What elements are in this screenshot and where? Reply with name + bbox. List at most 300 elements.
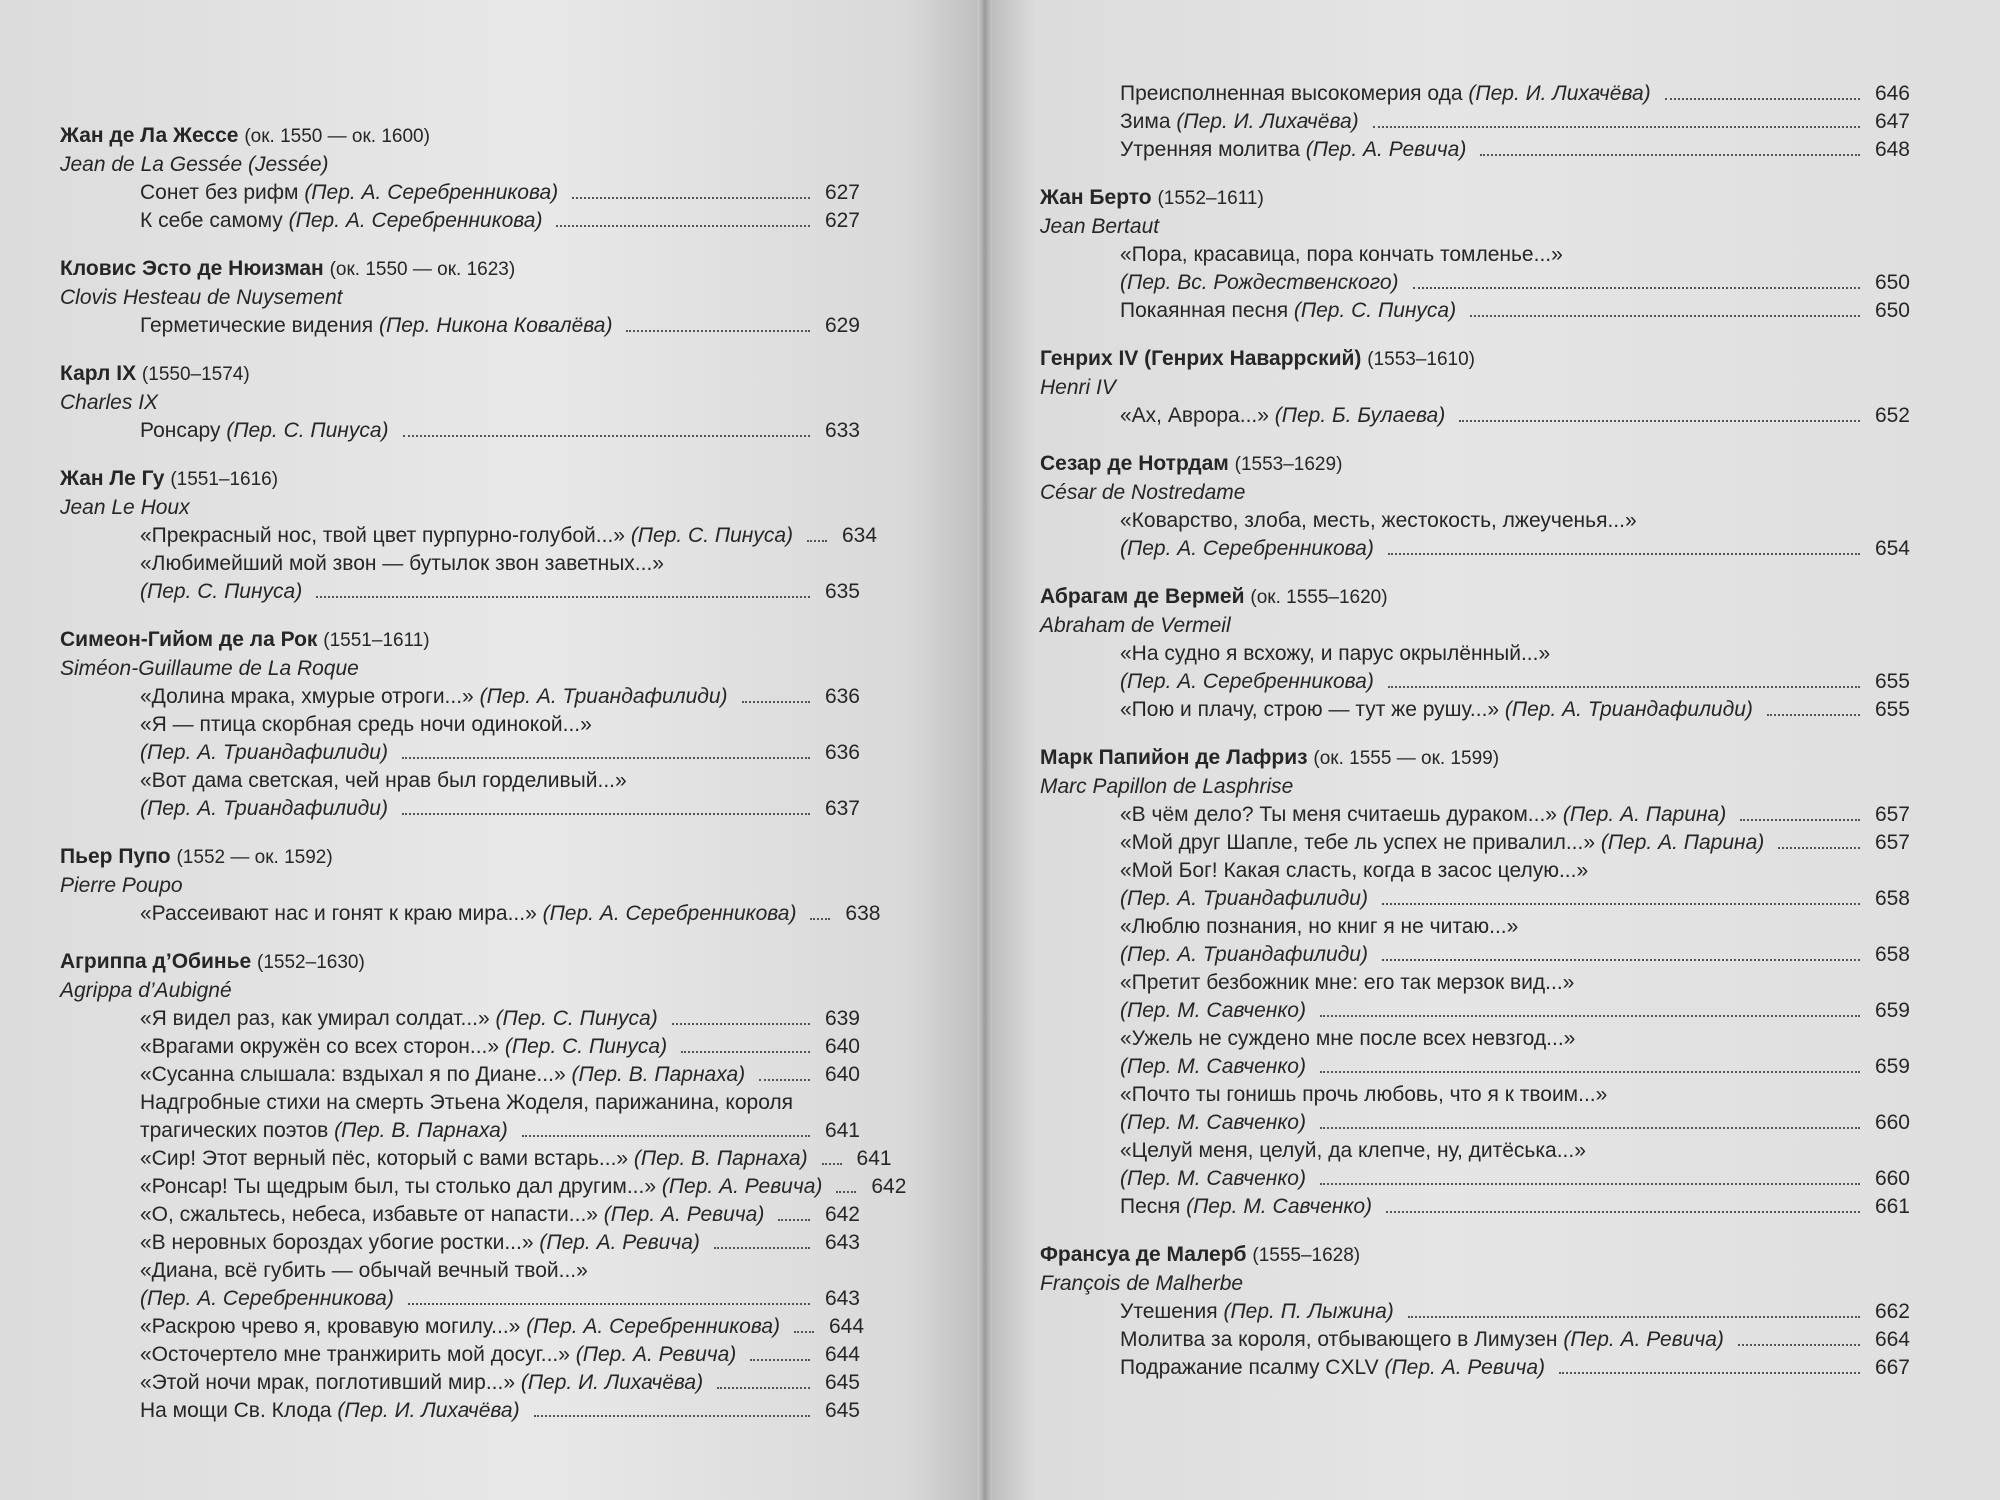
author-name: Франсуа де Малерб — [1040, 1243, 1247, 1266]
toc-line — [140, 1033, 860, 1061]
dot-leader — [522, 1135, 810, 1137]
author-original-name: Abraham de Vermeil — [1040, 614, 1231, 637]
page-number: 648 — [1874, 138, 1910, 161]
left-author-list — [60, 122, 907, 1425]
entry-title: «Раскрою чрево я, кровавую могилу...» — [140, 1315, 527, 1338]
dot-leader — [742, 701, 810, 703]
entry-text-wrap — [140, 1117, 508, 1145]
toc-line — [1120, 801, 1910, 829]
toc-line — [1120, 668, 1910, 696]
dot-leader — [836, 1191, 856, 1193]
entry-title: «Целуй меня, целуй, да клепче, ну, дитёська...» — [1120, 1139, 1586, 1162]
author-name: Карл IX — [60, 362, 137, 385]
toc-entry — [60, 711, 860, 767]
dot-leader — [1320, 1127, 1860, 1129]
entry-text-wrap — [140, 312, 612, 340]
entry-text-wrap — [1120, 696, 1753, 724]
dot-leader — [556, 225, 810, 227]
toc-line — [140, 1089, 860, 1117]
entry-text-wrap — [140, 795, 388, 823]
toc-line — [1120, 1193, 1910, 1221]
entry-title: Утешения — [1120, 1300, 1224, 1323]
author-dates: (1552–1611) — [1157, 188, 1264, 209]
page-number: 635 — [824, 580, 860, 603]
entry-title: Песня — [1120, 1195, 1187, 1218]
page-number: 657 — [1874, 831, 1910, 854]
entry-title: «Люблю познания, но книг я не читаю...» — [1120, 915, 1519, 938]
toc-entry — [1040, 1025, 1910, 1081]
author-name: Жан де Ла Жессе — [60, 124, 239, 147]
entry-text-wrap — [1120, 269, 1399, 297]
entry-text-wrap — [1120, 829, 1764, 857]
entry-title: Надгробные стихи на смерть Этьена Жоделя, парижанина, короля — [140, 1091, 794, 1114]
toc-entry — [60, 1033, 860, 1061]
author-dates: (1550–1574) — [141, 364, 250, 385]
entry-title: «Врагами окружён со всех сторон...» — [140, 1035, 505, 1058]
entry-title: На мощи Св. Клода — [140, 1399, 338, 1422]
entry-title: «Я — птица скорбная средь ночи одинокой...» — [140, 713, 592, 736]
entry-translator: (Пер. И. Лихачёва) — [1468, 82, 1651, 105]
entry-translator: (Пер. А. Серебренникова) — [140, 1287, 394, 1310]
dot-leader — [1388, 686, 1860, 688]
page-number: 664 — [1874, 1328, 1910, 1351]
toc-line — [1120, 1298, 1910, 1326]
page-number: 658 — [1874, 887, 1910, 910]
page-number: 660 — [1874, 1167, 1910, 1190]
toc-line — [140, 179, 860, 207]
dot-leader — [714, 1247, 810, 1249]
dot-leader — [810, 918, 830, 920]
entry-text-wrap — [140, 1341, 736, 1369]
toc-entry — [60, 1005, 860, 1033]
author-dates: (ок. 1555 — ок. 1599) — [1313, 748, 1500, 769]
entry-translator: (Пер. А. Серебренникова) — [542, 902, 797, 925]
author-name: Абрагам де Вермей — [1040, 585, 1245, 608]
author-block — [60, 626, 860, 823]
toc-line — [140, 711, 860, 739]
dot-leader — [1320, 1071, 1860, 1073]
toc-entry — [1040, 402, 1910, 430]
toc-entry — [60, 1201, 860, 1229]
entry-text-wrap — [140, 1145, 808, 1173]
toc-line — [1120, 885, 1910, 913]
author-block — [60, 843, 881, 928]
entry-title: «Рассеивают нас и гонят к краю мира...» — [140, 902, 543, 925]
entry-title: «Диана, всё губить — обычай вечный твой...» — [140, 1259, 588, 1282]
page-number: 645 — [824, 1371, 860, 1394]
author-block — [60, 255, 860, 340]
dot-leader — [1740, 819, 1860, 821]
page-number: 629 — [824, 314, 860, 337]
entry-title: Зима — [1120, 110, 1177, 133]
entry-text-wrap — [1120, 1193, 1372, 1221]
entry-text-wrap — [1120, 1137, 1586, 1165]
toc-entry — [1040, 108, 1910, 136]
toc-line — [140, 1117, 860, 1145]
dot-leader — [1665, 98, 1860, 100]
entry-title: «Прекрасный нос, твой цвет пурпурно-голубой...» — [140, 524, 631, 547]
page-number: 647 — [1874, 110, 1910, 133]
author-dates: (ок. 1550 — ок. 1623) — [329, 259, 516, 280]
toc-line — [1120, 1081, 1910, 1109]
author-block — [1040, 744, 1910, 1221]
entry-translator: (Пер. С. Пинуса) — [630, 524, 794, 547]
entry-translator: (Пер. С. Пинуса) — [1293, 299, 1457, 322]
author-original-name: Jean Bertaut — [1040, 215, 1160, 238]
entry-translator: (Пер. А. Ревича) — [575, 1343, 737, 1366]
toc-line — [1120, 829, 1910, 857]
toc-line — [140, 312, 860, 340]
entry-translator: (Пер. А. Серебренникова) — [304, 181, 559, 204]
entry-title: «Сир! Этот верный пёс, который с вами встарь...» — [140, 1147, 634, 1170]
toc-entry — [60, 179, 860, 207]
entry-text-wrap — [140, 1313, 780, 1341]
page-number: 627 — [824, 209, 860, 232]
entry-text-wrap — [1120, 997, 1306, 1025]
toc-line — [1120, 696, 1910, 724]
page-number: 640 — [824, 1035, 860, 1058]
entry-text-wrap — [140, 1173, 822, 1201]
toc-line — [140, 522, 878, 550]
toc-line — [1120, 913, 1910, 941]
author-block — [1040, 450, 1910, 563]
entry-title: «Коварство, злоба, месть, жестокость, лжеученья...» — [1120, 509, 1637, 532]
dot-leader — [408, 1303, 810, 1305]
dot-leader — [1413, 287, 1860, 289]
toc-entry — [1040, 969, 1910, 1025]
toc-entry — [60, 1341, 860, 1369]
entry-translator: (Пер. А. Триандафилиди) — [140, 741, 388, 764]
entry-title: Утренняя молитва — [1120, 138, 1306, 161]
toc-line — [1120, 297, 1910, 325]
page-number: 644 — [824, 1343, 860, 1366]
toc-entry — [60, 1089, 860, 1145]
entry-text-wrap — [1120, 535, 1374, 563]
entry-text-wrap — [1120, 1354, 1545, 1382]
toc-line — [1120, 1165, 1910, 1193]
entry-title: Преисполненная высокомерия ода — [1120, 82, 1469, 105]
entry-text-wrap — [1120, 640, 1550, 668]
author-dates: (ок. 1550 — ок. 1600) — [244, 126, 430, 147]
dot-leader — [1459, 420, 1860, 422]
entry-text-wrap — [140, 767, 627, 795]
dot-leader — [1559, 1372, 1860, 1374]
toc-line — [1120, 941, 1910, 969]
toc-line — [140, 1201, 860, 1229]
page-number: 636 — [824, 741, 860, 764]
entry-text-wrap — [1120, 136, 1466, 164]
toc-entry — [1040, 1193, 1910, 1221]
left-page — [0, 0, 985, 1500]
dot-leader — [1778, 847, 1860, 849]
page-number: 657 — [1874, 803, 1910, 826]
page-number: 642 — [824, 1203, 860, 1226]
entry-translator: (Пер. А. Ревича) — [603, 1203, 765, 1226]
entry-title: «Вот дама светская, чей нрав был горделивый...» — [140, 769, 627, 792]
entry-text-wrap — [140, 900, 796, 928]
entry-title: «Ах, Аврора...» — [1120, 404, 1275, 427]
dot-leader — [534, 1415, 810, 1417]
entry-title: Ронсару — [140, 419, 227, 442]
entry-title: Герметические видения — [140, 314, 379, 337]
toc-line — [140, 767, 860, 795]
entry-translator: (Пер. А. Ревича) — [539, 1231, 700, 1254]
toc-entry — [60, 683, 860, 711]
toc-line — [1120, 80, 1910, 108]
entry-translator: (Пер. А. Серебренникова) — [526, 1315, 781, 1338]
author-original-name: Charles IX — [60, 391, 159, 414]
entry-text-wrap — [1120, 1053, 1306, 1081]
entry-title: К себе самому — [140, 209, 289, 232]
author-name: Сезар де Нотрдам — [1040, 452, 1229, 475]
author-block — [1040, 345, 1910, 430]
toc-entry — [1040, 801, 1910, 829]
dot-leader — [759, 1079, 810, 1081]
entry-title: «В неровных бороздах убогие ростки...» — [140, 1231, 540, 1254]
entry-text-wrap — [1120, 801, 1726, 829]
entry-translator: (Пер. М. Савченко) — [1186, 1195, 1373, 1218]
author-block — [60, 948, 907, 1425]
author-original-name: François de Malherbe — [1040, 1272, 1244, 1295]
entry-text-wrap — [1120, 1165, 1306, 1193]
page-number: 659 — [1874, 999, 1910, 1022]
author-original-name: César de Nostredame — [1040, 481, 1246, 504]
toc-line — [1120, 1326, 1910, 1354]
entry-text-wrap — [1120, 885, 1368, 913]
toc-line — [140, 739, 860, 767]
entry-text-wrap — [1120, 941, 1368, 969]
entry-translator: (Пер. М. Савченко) — [1120, 1167, 1306, 1190]
dot-leader — [1480, 154, 1860, 156]
author-name: Симеон-Гийом де ла Рок — [60, 628, 318, 651]
author-heading — [1040, 345, 1910, 374]
entry-translator: (Пер. А. Триандафилиди) — [1504, 698, 1753, 721]
author-name: Агриппа д’Обинье — [60, 950, 252, 973]
author-name: Генрих IV (Генрих Наваррский) — [1040, 347, 1362, 370]
entry-title: «На судно я всхожу, и парус окрылённый...» — [1120, 642, 1551, 665]
toc-entry — [60, 550, 860, 606]
entry-text-wrap — [1120, 402, 1445, 430]
continued-entries — [1040, 80, 1910, 164]
entry-translator: (Пер. В. Парнаха) — [334, 1119, 508, 1142]
toc-line — [140, 578, 860, 606]
page-number: 650 — [1874, 271, 1910, 294]
toc-entry — [60, 1145, 892, 1173]
dot-leader — [316, 596, 810, 598]
page-number: 659 — [1874, 1055, 1910, 1078]
toc-entry — [1040, 829, 1910, 857]
dot-leader — [402, 757, 810, 759]
toc-entry — [60, 1173, 907, 1201]
entry-text-wrap — [1120, 857, 1588, 885]
page-number: 667 — [1874, 1356, 1910, 1379]
entry-translator: (Пер. А. Триандафилиди) — [1120, 943, 1368, 966]
entry-title: «Мой Бог! Какая сласть, когда в засос целую...» — [1120, 859, 1589, 882]
page-number: 646 — [1874, 82, 1910, 105]
page-number: 633 — [824, 419, 860, 442]
entry-title: «Ронсар! Ты щедрым был, ты столько дал другим...» — [140, 1175, 662, 1198]
entry-text-wrap — [140, 1397, 520, 1425]
toc-entry — [60, 767, 860, 823]
toc-line — [1120, 969, 1910, 997]
entry-text-wrap — [140, 1229, 700, 1257]
toc-entry — [1040, 1298, 1910, 1326]
dot-leader — [672, 1023, 810, 1025]
entry-translator: (Пер. А. Серебренникова) — [1120, 537, 1374, 560]
dot-leader — [1470, 315, 1860, 317]
toc-line — [140, 1313, 865, 1341]
author-original-name: Jean de La Gessée (Jessée) — [60, 153, 329, 176]
page-number: 661 — [1874, 1195, 1910, 1218]
entry-translator: (Пер. И. Лихачёва) — [520, 1371, 704, 1394]
toc-line — [140, 900, 881, 928]
page-number: 641 — [856, 1147, 892, 1170]
toc-line — [140, 1369, 860, 1397]
dot-leader — [822, 1163, 842, 1165]
entry-title: «Этой ночи мрак, поглотивший мир...» — [140, 1371, 521, 1394]
entry-title: Покаянная песня — [1120, 299, 1294, 322]
entry-title: «Любимейший мой звон — бутылок звон заветных...» — [140, 552, 664, 575]
toc-entry — [1040, 1354, 1910, 1382]
toc-line — [1120, 1025, 1910, 1053]
author-heading — [1040, 1241, 1910, 1270]
author-original-name: Henri IV — [1040, 376, 1116, 399]
author-block — [60, 465, 878, 606]
page-number: 655 — [1874, 698, 1910, 721]
toc-entry — [1040, 1081, 1910, 1137]
dot-leader — [1382, 959, 1860, 961]
entry-translator: (Пер. А. Триандафилиди) — [140, 797, 388, 820]
dot-leader — [1767, 714, 1860, 716]
page-number: 643 — [824, 1231, 860, 1254]
dot-leader — [1382, 903, 1860, 905]
entry-translator: (Пер. А. Парина) — [1600, 831, 1765, 854]
entry-text-wrap — [1120, 913, 1518, 941]
entry-text-wrap — [140, 1061, 745, 1089]
toc-entry — [1040, 507, 1910, 563]
toc-line — [140, 1397, 860, 1425]
entry-text-wrap — [1120, 80, 1651, 108]
author-block — [60, 360, 860, 445]
toc-entry — [1040, 297, 1910, 325]
dot-leader — [778, 1219, 810, 1221]
toc-line — [140, 683, 860, 711]
entry-text-wrap — [140, 207, 542, 235]
entry-title: «Сусанна слышала: вздыхал я по Диане...» — [140, 1063, 572, 1086]
entry-translator: (Пер. А. Триандафилиди) — [1120, 887, 1368, 910]
toc-entry — [1040, 913, 1910, 969]
dot-leader — [1320, 1015, 1860, 1017]
toc-line — [1120, 402, 1910, 430]
entry-translator: (Пер. С. Пинуса) — [495, 1007, 658, 1030]
entry-text-wrap — [1120, 1326, 1724, 1354]
toc-line — [1120, 241, 1910, 269]
author-heading — [60, 626, 860, 655]
author-name: Жан Берто — [1040, 186, 1152, 209]
author-heading — [60, 122, 860, 151]
entry-translator: (Пер. Б. Булаева) — [1274, 404, 1446, 427]
toc-entry — [60, 1061, 860, 1089]
dot-leader — [1320, 1183, 1860, 1185]
toc-entry — [60, 522, 878, 550]
page-number: 658 — [1874, 943, 1910, 966]
toc-line — [1120, 1053, 1910, 1081]
entry-translator: (Пер. П. Лыжина) — [1223, 1300, 1394, 1323]
author-dates: (1555–1628) — [1252, 1245, 1361, 1266]
toc-line — [140, 1173, 907, 1201]
entry-translator: (Пер. Вс. Рождественского) — [1120, 271, 1399, 294]
author-original-name: Clovis Hesteau de Nuysement — [60, 286, 343, 309]
toc-line — [140, 207, 860, 235]
page-number: 644 — [829, 1315, 865, 1338]
entry-translator: (Пер. А. Ревича) — [1563, 1328, 1724, 1351]
author-dates: (1552 — ок. 1592) — [176, 847, 333, 868]
page-number: 638 — [845, 902, 881, 925]
entry-text-wrap — [140, 1369, 703, 1397]
toc-line — [1120, 535, 1910, 563]
entry-text-wrap — [1120, 668, 1374, 696]
page-number: 627 — [824, 181, 860, 204]
author-heading — [1040, 583, 1910, 612]
entry-translator: (Пер. А. Серебренникова) — [288, 209, 543, 232]
author-name: Пьер Пупо — [60, 845, 171, 868]
entry-text-wrap — [140, 711, 592, 739]
entry-translator: (Пер. Никона Ковалёва) — [379, 314, 613, 337]
dot-leader — [794, 1331, 814, 1333]
entry-translator: (Пер. А. Ревича) — [1384, 1356, 1545, 1379]
author-original-name: Marc Papillon de Lasphrise — [1040, 775, 1294, 798]
entry-text-wrap — [1120, 108, 1359, 136]
toc-entry — [60, 900, 881, 928]
author-dates: (1553–1629) — [1234, 454, 1343, 475]
entry-title: Молитва за короля, отбывающего в Лимузен — [1120, 1328, 1564, 1351]
toc-line — [1120, 108, 1910, 136]
toc-line — [1120, 507, 1910, 535]
entry-title: «Мой друг Шапле, тебе ль успех не привалил...» — [1120, 831, 1601, 854]
author-block — [1040, 583, 1910, 724]
page-number: 634 — [841, 524, 878, 547]
entry-translator: (Пер. А. Парина) — [1562, 803, 1727, 826]
entry-title: трагических поэтов — [140, 1119, 335, 1142]
toc-entry — [60, 1229, 860, 1257]
author-block — [1040, 1241, 1910, 1382]
entry-title: «Почто ты гонишь прочь любовь, что я к твоим...» — [1120, 1083, 1608, 1106]
entry-text-wrap — [140, 1033, 667, 1061]
entry-translator: (Пер. С. Пинуса) — [504, 1035, 668, 1058]
toc-entry — [60, 207, 860, 235]
page-number: 652 — [1874, 404, 1910, 427]
dot-leader — [1386, 1211, 1860, 1213]
author-heading — [1040, 184, 1910, 213]
entry-text-wrap — [140, 417, 389, 445]
entry-translator: (Пер. В. Парнаха) — [571, 1063, 746, 1086]
entry-title: «Осточертело мне транжирить мой досуг...» — [140, 1343, 576, 1366]
page-number: 636 — [824, 685, 860, 708]
entry-translator: (Пер. И. Лихачёва) — [1176, 110, 1359, 133]
entry-text-wrap — [1120, 297, 1456, 325]
entry-title: «Пою и плачу, строю — тут же рушу...» — [1120, 698, 1505, 721]
entry-text-wrap — [1120, 241, 1563, 269]
author-heading — [60, 843, 860, 872]
author-heading — [60, 255, 860, 284]
dot-leader — [750, 1359, 810, 1361]
toc-line — [140, 1145, 892, 1173]
toc-line — [1120, 640, 1910, 668]
entry-translator: (Пер. И. Лихачёва) — [337, 1399, 520, 1422]
author-dates: (1551–1611) — [323, 630, 430, 651]
entry-title: Подражание псалму CXLV — [1120, 1356, 1385, 1379]
toc-line — [1120, 1109, 1910, 1137]
